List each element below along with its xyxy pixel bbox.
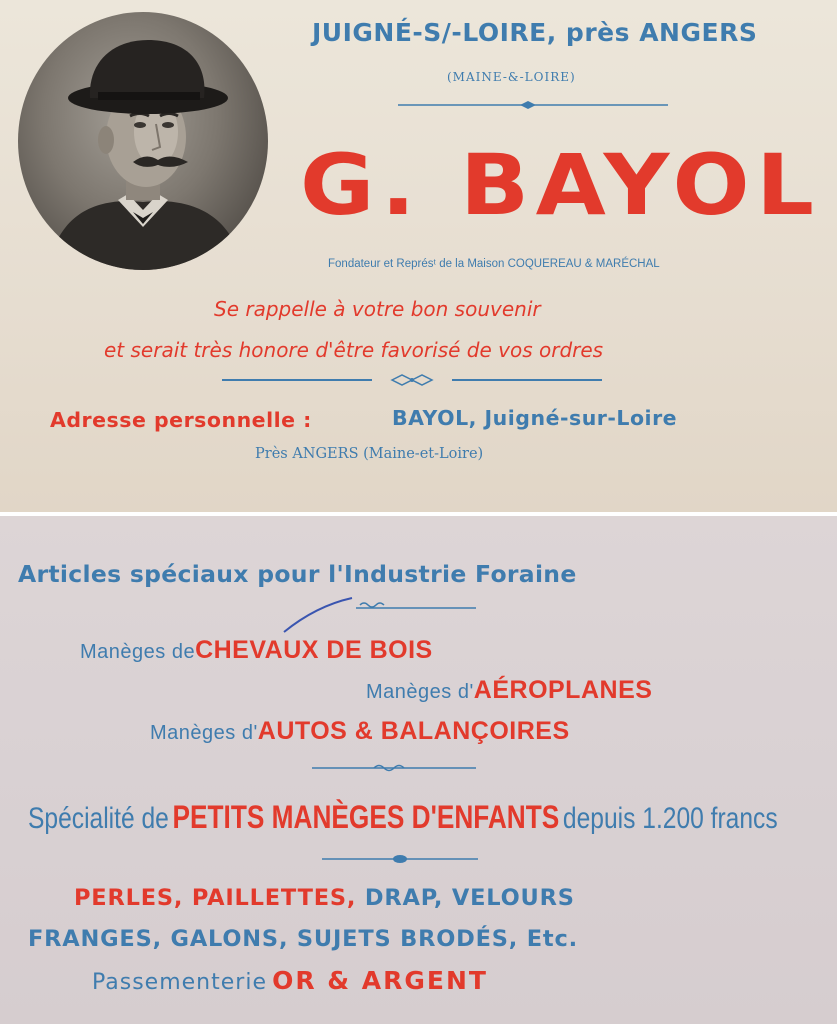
goods-line-1 [74, 885, 575, 911]
trim-line [92, 966, 488, 995]
address-sub: Près ANGERS (Maine-et-Loire) [255, 446, 484, 462]
ride-prefix-1: Manèges de [80, 641, 196, 663]
articles-heading: Articles spéciaux pour l'Industrie Foraine [18, 560, 577, 588]
business-card-back [0, 516, 837, 1024]
location-line: JUIGNÉ-S/-LOIRE, près ANGERS [312, 18, 758, 47]
message-line-2: et serait très honore d'être favorisé de vos ordres [104, 338, 604, 362]
address-label: Adresse personnelle : [50, 408, 312, 432]
region-line: (MAINE-&-LOIRE) [447, 70, 576, 84]
specialty-item: PETITS MANÈGES D'ENFANTS [172, 799, 560, 835]
portrait-photo [18, 12, 268, 270]
portrait-illustration [18, 12, 268, 270]
specialty-prefix: Spécialité de [28, 802, 169, 835]
ride-item-3: AUTOS & BALANÇOIRES [257, 717, 570, 745]
address-value: BAYOL, Juigné-sur-Loire [392, 406, 678, 430]
ride-line-2 [366, 676, 652, 705]
trim-item: OR & ARGENT [272, 966, 488, 995]
message-line-1: Se rappelle à votre bon souvenir [214, 297, 541, 321]
goods-line-1-blue: DRAP, VELOURS [364, 885, 575, 911]
divider-ornament-rides [312, 762, 476, 774]
ride-line-3 [150, 717, 570, 746]
divider-ornament-specialty [322, 853, 478, 865]
divider-ornament-heading [276, 596, 476, 636]
specialty-line [28, 799, 778, 836]
ride-prefix-2: Manèges d' [366, 681, 474, 703]
founder-line: Fondateur et Représᵗ de la Maison COQUEREAU & MARÉCHAL [328, 258, 660, 270]
divider-ornament-top [398, 98, 668, 112]
name-title: G. BAYOL [300, 136, 821, 234]
goods-line-2: FRANGES, GALONS, SUJETS BRODÉS, Etc. [28, 926, 578, 952]
divider-ornament-middle [222, 373, 602, 387]
goods-line-1-red: PERLES, PAILLETTES, [74, 885, 357, 911]
ride-prefix-3: Manèges d' [150, 722, 258, 744]
ride-item-2: AÉROPLANES [473, 676, 653, 704]
ride-line-1 [80, 636, 433, 665]
specialty-suffix: depuis 1.200 francs [562, 802, 778, 835]
trim-prefix: Passementerie [92, 970, 267, 995]
ride-item-1: CHEVAUX DE BOIS [195, 636, 433, 664]
